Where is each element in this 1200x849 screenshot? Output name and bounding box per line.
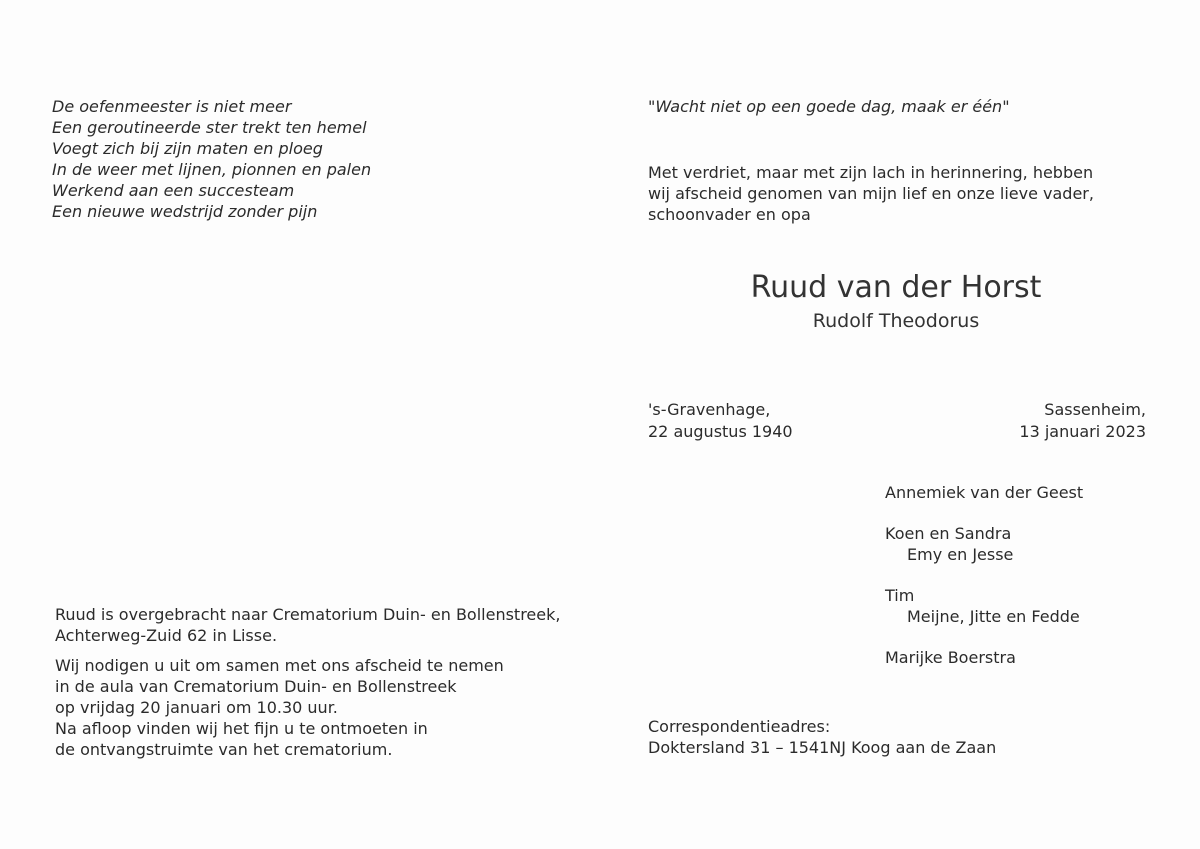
message-line: Met verdriet, maar met zijn lach in herinnering, hebben [648, 163, 1094, 182]
announcement-message [648, 162, 1094, 225]
family-grandchildren: Meijne, Jitte en Fedde [907, 607, 1080, 626]
notice-line: Wij nodigen u uit om samen met ons afscheid te nemen [55, 656, 504, 675]
notice-paragraph [55, 655, 560, 760]
correspondence-value: Doktersland 31 – 1541NJ Koog aan de Zaan [648, 738, 997, 757]
death-info [1019, 399, 1146, 443]
family-member: Tim [885, 586, 915, 605]
notice-line: de ontvangstruimte van het crematorium. [55, 740, 393, 759]
notice-line: Achterweg-Zuid 62 in Lisse. [55, 626, 278, 645]
poem-line: In de weer met lijnen, pionnen en palen [52, 160, 372, 179]
death-date: 13 januari 2023 [1019, 422, 1146, 441]
family-group [885, 523, 1083, 565]
deceased-name: Ruud van der Horst [750, 270, 1042, 305]
family-group [885, 482, 1083, 503]
poem [52, 96, 371, 222]
message-line: schoonvader en opa [648, 205, 811, 224]
birth-info [648, 399, 793, 443]
correspondence-label: Correspondentieadres: [648, 717, 831, 736]
notice-paragraph [55, 604, 560, 646]
notice-line: Na afloop vinden wij het fijn u te ontmoeten in [55, 719, 428, 738]
death-place: Sassenheim, [1044, 400, 1146, 419]
funeral-notice [55, 604, 560, 769]
message-line: wij afscheid genomen van mijn lief en onze lieve vader, [648, 184, 1094, 203]
family-group [885, 647, 1083, 668]
poem-line: Een nieuwe wedstrijd zonder pijn [52, 202, 318, 221]
birth-place: 's-Gravenhage, [648, 400, 771, 419]
poem-line: De oefenmeester is niet meer [52, 97, 292, 116]
family-member: Koen en Sandra [885, 524, 1012, 543]
family-list [885, 482, 1083, 688]
birth-date: 22 augustus 1940 [648, 422, 793, 441]
deceased-name-block [648, 270, 1144, 334]
poem-line: Voegt zich bij zijn maten en ploeg [52, 139, 323, 158]
family-group [885, 585, 1083, 627]
poem-line: Een geroutineerde ster trekt ten hemel [52, 118, 367, 137]
poem-line: Werkend aan een succesteam [52, 181, 295, 200]
family-member: Annemiek van der Geest [885, 483, 1084, 502]
correspondence-address [648, 716, 996, 758]
family-grandchildren: Emy en Jesse [907, 545, 1014, 564]
notice-line: Ruud is overgebracht naar Crematorium Duin- en Bollenstreek, [55, 605, 561, 624]
notice-line: in de aula van Crematorium Duin- en Bollenstreek [55, 677, 457, 696]
family-member: Marijke Boerstra [885, 648, 1016, 667]
notice-line: op vrijdag 20 januari om 10.30 uur. [55, 698, 338, 717]
deceased-given-names: Rudolf Theodorus [812, 310, 980, 332]
quote: "Wacht niet op een goede dag, maak er één" [648, 97, 1010, 116]
